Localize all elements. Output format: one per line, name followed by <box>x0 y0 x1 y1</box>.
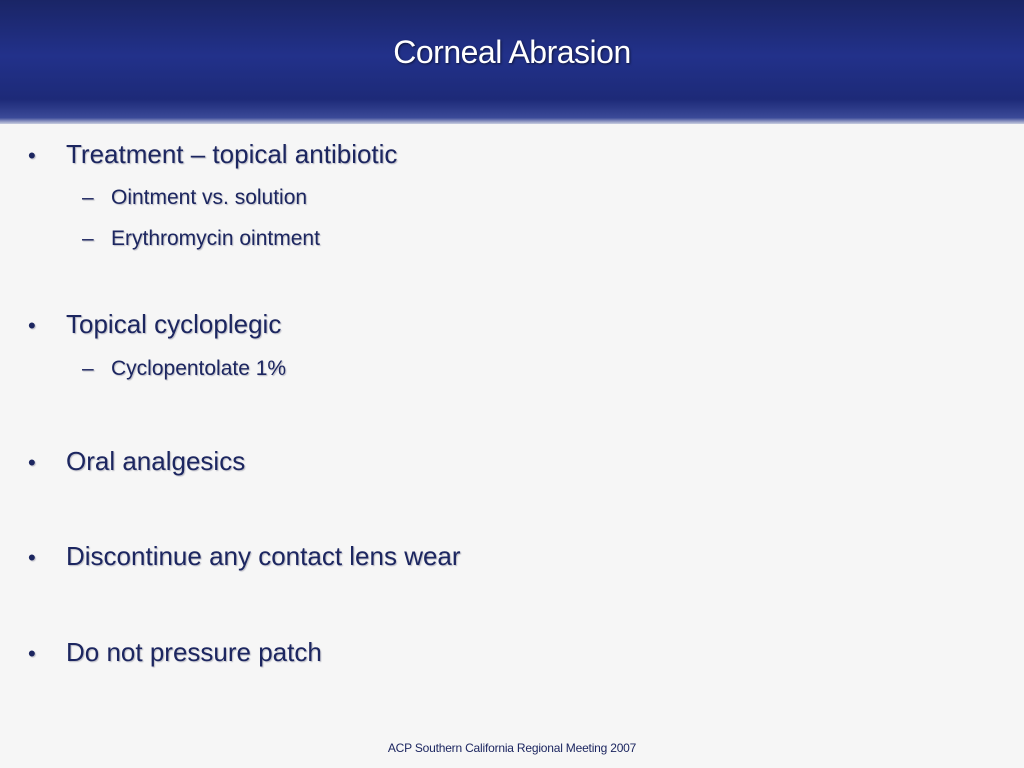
sub-bullet-text: Erythromycin ointment <box>111 227 320 250</box>
bullet-marker: • <box>28 641 36 666</box>
bullet-text: Do not pressure patch <box>66 637 322 667</box>
sub-bullet-text: Cyclopentolate 1% <box>111 357 287 380</box>
bullet-text: Discontinue any contact lens wear <box>66 541 461 571</box>
sub-bullet-marker: – <box>82 227 94 250</box>
sub-bullet-erythromycin <box>82 227 320 251</box>
bullet-marker: • <box>28 313 36 338</box>
slide-title: Corneal Abrasion <box>393 34 631 70</box>
bullet-marker: • <box>28 545 36 570</box>
sub-bullet-marker: – <box>82 357 94 380</box>
bullet-marker: • <box>28 143 36 168</box>
sub-bullet-cyclopentolate <box>82 357 286 381</box>
bullet-contact-lens <box>28 541 461 572</box>
bullet-marker: • <box>28 450 36 475</box>
bullet-treatment <box>28 139 397 170</box>
sub-bullet-marker: – <box>82 186 94 209</box>
bullet-text: Treatment – topical antibiotic <box>66 139 398 169</box>
bullet-pressure-patch <box>28 637 322 668</box>
sub-bullet-text: Ointment vs. solution <box>111 186 308 209</box>
slide-footer: ACP Southern California Regional Meeting 2007 <box>387 741 637 755</box>
bullet-text: Oral analgesics <box>66 446 246 476</box>
bullet-oral-analgesics <box>28 446 245 477</box>
sub-bullet-ointment-vs-solution <box>82 186 307 210</box>
bullet-text: Topical cycloplegic <box>66 309 282 339</box>
bullet-topical-cycloplegic <box>28 309 281 340</box>
